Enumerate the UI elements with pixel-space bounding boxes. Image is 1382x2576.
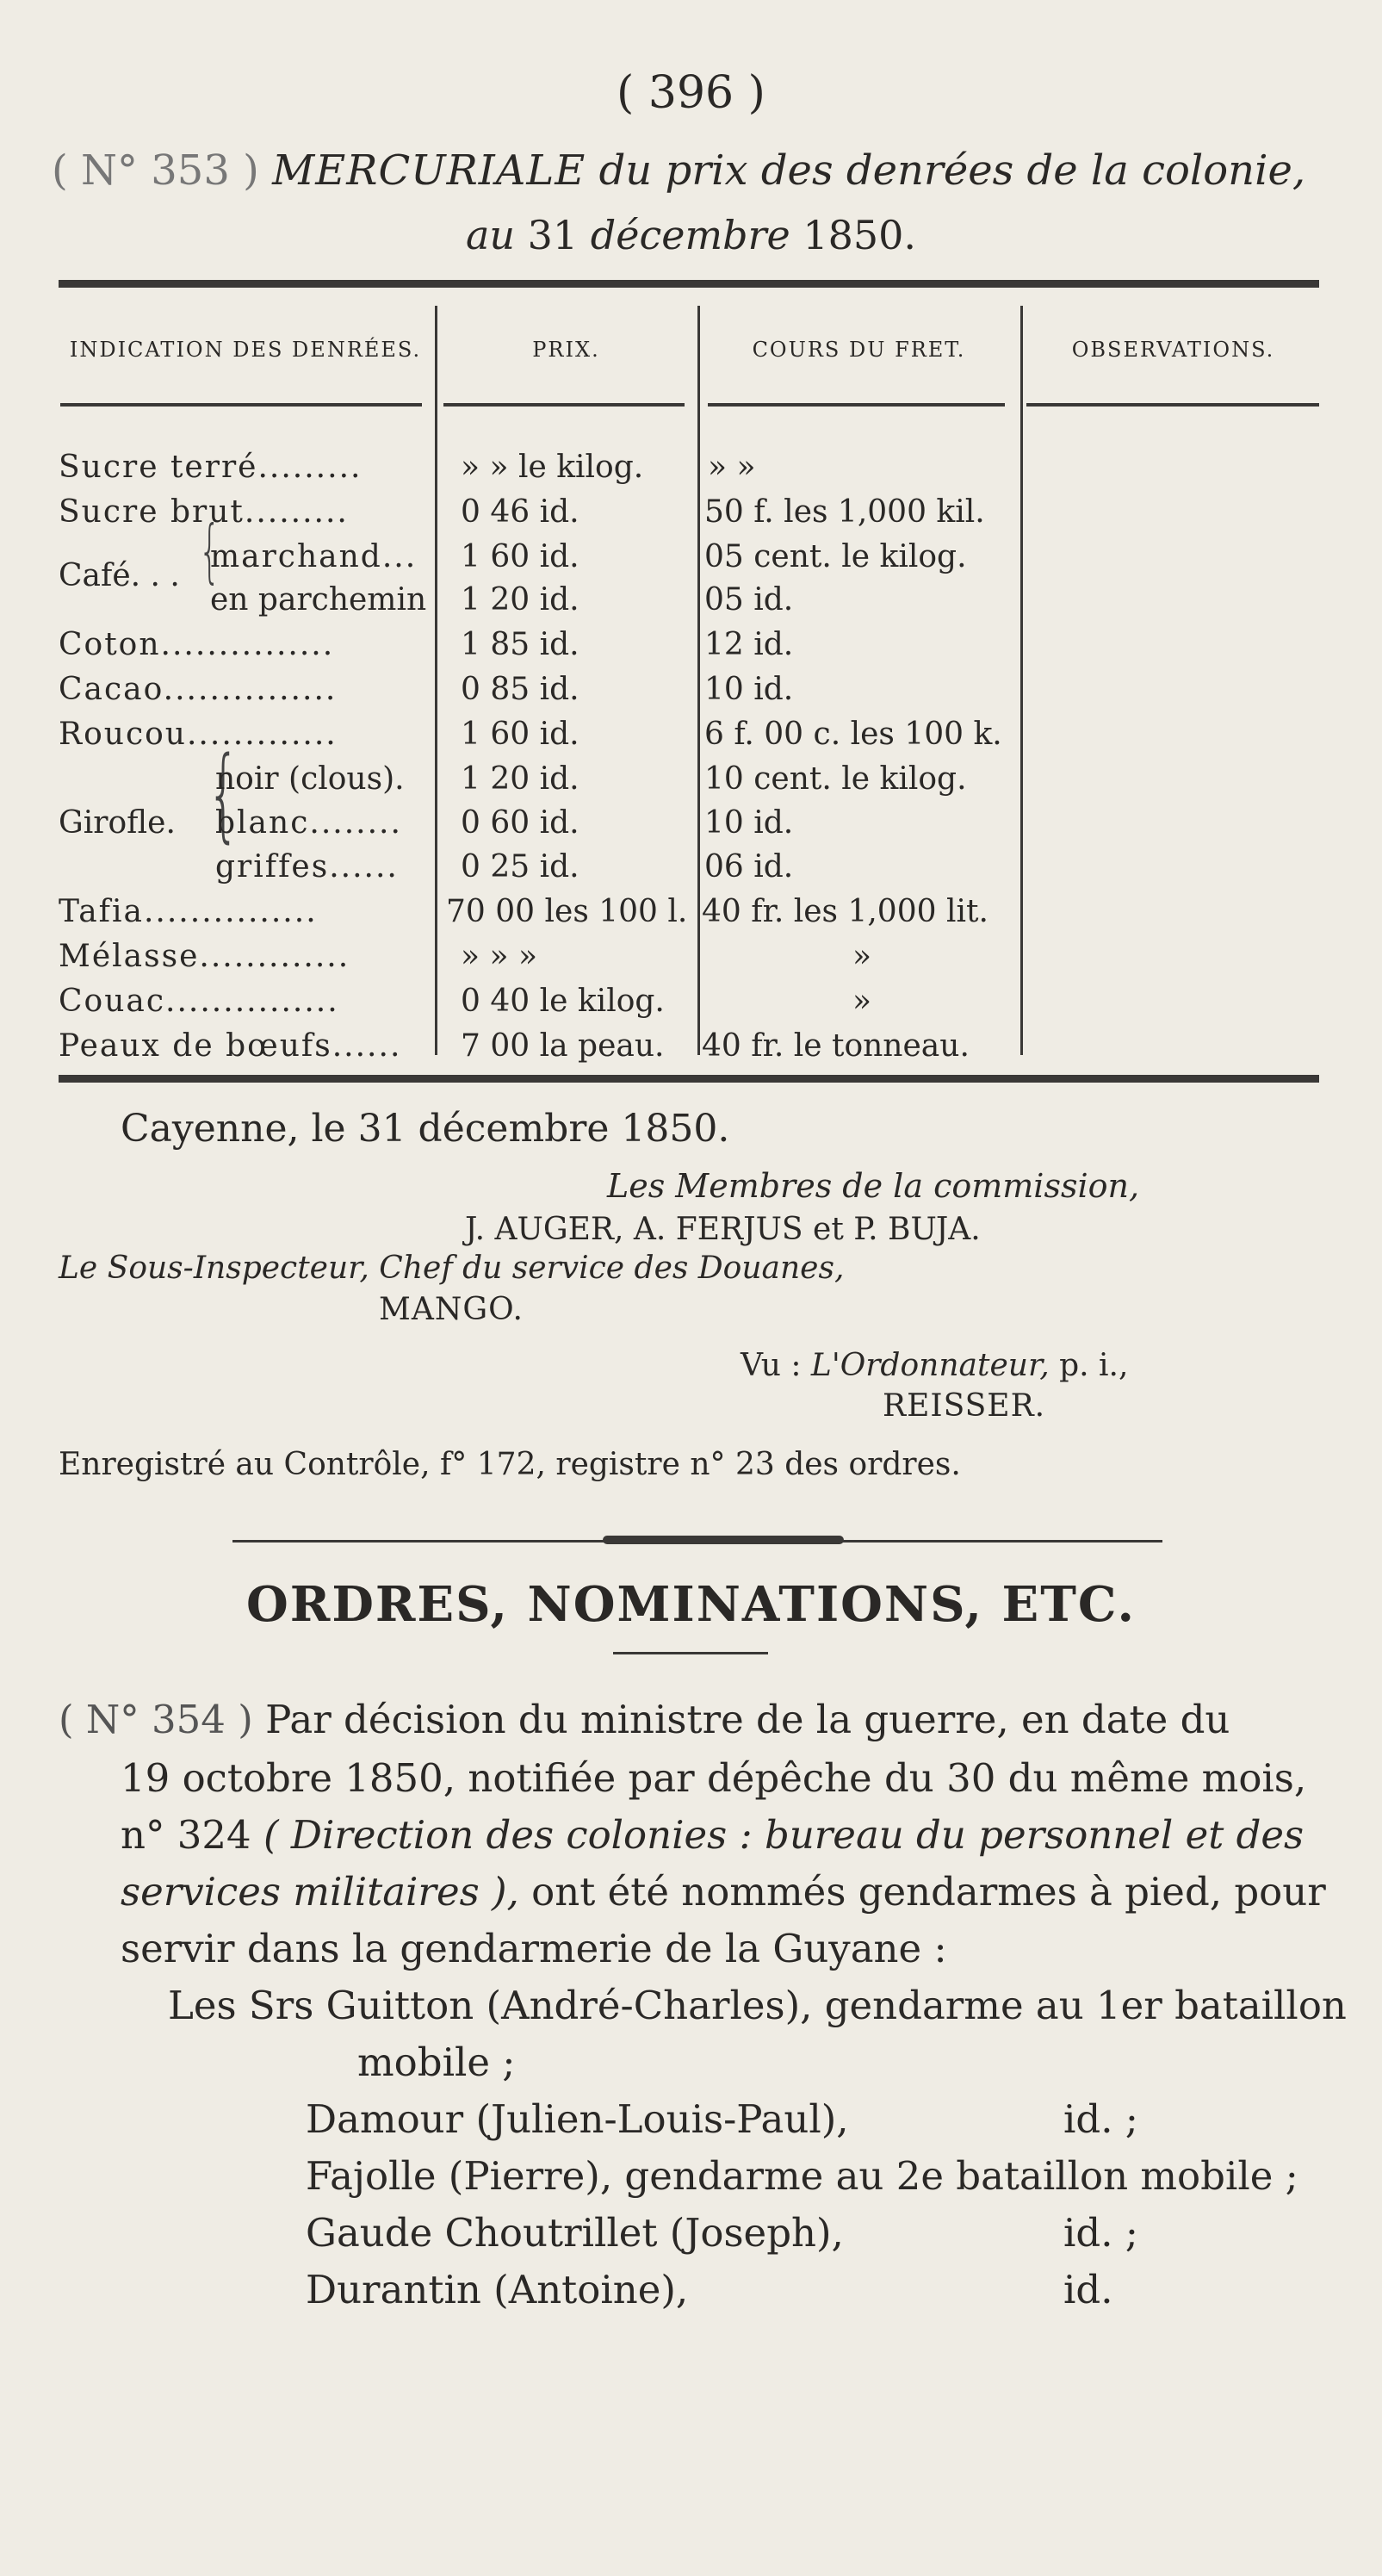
vu-label: L'Ordonnateur,: [810, 1348, 1050, 1383]
members-names: J. AUGER, A. FERJUS et P. BUJA.: [465, 1212, 981, 1247]
appointee-name: Damour (Julien-Louis-Paul),: [306, 2096, 849, 2142]
column-divider: [1020, 306, 1023, 1055]
date-month: décembre: [590, 212, 790, 258]
price-cell: 1 20 id.: [461, 582, 579, 618]
vu-suffix: p. i.,: [1059, 1348, 1129, 1383]
para-line: Les Srs Guitton (André-Charles), gendarme au 1er bataillon: [168, 1983, 1347, 2028]
para-line: [121, 1812, 1304, 1858]
freight-cell: 05 id.: [704, 582, 794, 618]
commodity-name: Mélasse.............: [59, 939, 350, 974]
group-label-cafe: Café. . .: [59, 558, 180, 593]
header-underline: [708, 403, 1005, 407]
freight-cell: 6 f. 00 c. les 100 k.: [704, 717, 1002, 752]
para-line: [59, 1697, 1230, 1742]
members-label: [607, 1167, 1139, 1205]
price-cell: 1 60 id.: [461, 539, 579, 574]
price-cell: » » »: [461, 939, 537, 974]
para-line: 19 octobre 1850, notifiée par dépêche du 30 du même mois,: [121, 1755, 1307, 1801]
place-date: Cayenne, le 31 décembre 1850.: [121, 1107, 730, 1151]
price-cell: 7 00 la peau.: [461, 1028, 665, 1064]
header-underline: [1026, 403, 1319, 407]
title-subtitle: du prix des denrées de la colonie,: [598, 146, 1306, 195]
commodity-name: Sucre terré.........: [59, 450, 363, 485]
title-date: [0, 212, 1382, 258]
commodity-name: Couac...............: [59, 984, 339, 1019]
para-line: [121, 1869, 1326, 1915]
para-text: ont été nommés gendarmes à pied, pour: [531, 1869, 1326, 1915]
para-line: mobile ;: [357, 2039, 516, 2085]
column-header-prix: PRIX.: [532, 338, 600, 362]
vu-name: REISSER.: [883, 1388, 1046, 1424]
column-divider: [435, 306, 437, 1055]
commodity-name: Cacao...............: [59, 672, 338, 707]
inspector-label-text: Le Sous-Inspecteur, Chef du service des Douanes,: [59, 1251, 845, 1286]
date-day: 31: [527, 212, 579, 258]
column-header-observations: OBSERVATIONS.: [1071, 338, 1275, 362]
freight-cell: »: [852, 939, 872, 974]
commodity-name: Coton...............: [59, 627, 335, 662]
price-cell: 1 20 id.: [461, 761, 579, 797]
para-text: Par décision du ministre de la guerre, en date du: [265, 1697, 1230, 1742]
appointee-line: Fajolle (Pierre), gendarme au 2e bataillon mobile ;: [306, 2153, 1298, 2199]
appointee-name: Gaude Choutrillet (Joseph),: [306, 2210, 844, 2256]
commodity-name: Roucou.............: [59, 717, 338, 752]
header-underline: [443, 403, 685, 407]
freight-cell: 10 id.: [704, 672, 794, 707]
freight-cell: 40 fr. le tonneau.: [702, 1028, 970, 1064]
price-cell: 0 46 id.: [461, 494, 579, 530]
commodity-name: en parchemin: [210, 582, 427, 618]
inspector-label: [59, 1251, 844, 1286]
commodity-name: Tafia...............: [59, 894, 318, 929]
group-label-girofle: Girofle.: [59, 805, 176, 841]
order-number: ( N° 354 ): [59, 1697, 253, 1742]
title-underline: [613, 1652, 768, 1654]
brace-icon: {: [198, 511, 221, 591]
header-underline: [60, 403, 422, 407]
title-word: MERCURIALE: [272, 146, 586, 195]
price-cell: 0 25 id.: [461, 849, 579, 885]
commodity-name: marchand...: [210, 539, 418, 574]
commodity-name: blanc........: [215, 805, 402, 841]
column-divider: [697, 306, 700, 1055]
price-cell: 1 60 id.: [461, 717, 579, 752]
column-header-fret: COURS DU FRET.: [752, 338, 966, 362]
para-italic: services militaires ),: [121, 1869, 519, 1915]
freight-cell: 10 id.: [704, 805, 794, 841]
freight-cell: 05 cent. le kilog.: [704, 539, 967, 574]
date-year: 1850.: [803, 212, 917, 258]
price-cell: 0 85 id.: [461, 672, 579, 707]
table-top-rule: [59, 280, 1319, 288]
document-title: [52, 146, 1343, 195]
freight-cell: »: [852, 984, 872, 1019]
brace-icon: {: [207, 734, 240, 853]
members-label-text: Les Membres de la commission,: [607, 1167, 1140, 1205]
para-line: servir dans la gendarmerie de la Guyane :: [121, 1926, 947, 1971]
commodity-name: Sucre brut.........: [59, 494, 349, 530]
freight-cell: » »: [708, 450, 756, 485]
price-cell: 0 60 id.: [461, 805, 579, 841]
appointee-name: Durantin (Antoine),: [306, 2267, 689, 2312]
registration-note: Enregistré au Contrôle, f° 172, registre n° 23 des ordres.: [59, 1447, 961, 1482]
freight-cell: 12 id.: [704, 627, 794, 662]
freight-cell: 40 fr. les 1,000 lit.: [702, 894, 988, 929]
document-number: ( N° 353 ): [52, 146, 259, 195]
appointee-id: id. ;: [1063, 2210, 1138, 2256]
commodity-name: griffes......: [215, 849, 399, 885]
para-text: n° 324: [121, 1812, 251, 1858]
price-cell: 1 85 id.: [461, 627, 579, 662]
price-cell: 0 40 le kilog.: [461, 984, 665, 1019]
vu-prefix: Vu :: [741, 1348, 802, 1383]
column-header-denrees: INDICATION DES DENRÉES.: [69, 338, 422, 362]
freight-cell: 06 id.: [704, 849, 794, 885]
freight-cell: 10 cent. le kilog.: [704, 761, 967, 797]
date-prefix: au: [465, 212, 515, 258]
inspector-name: MANGO.: [379, 1292, 524, 1327]
section-title: ORDRES, NOMINATIONS, ETC.: [246, 1576, 1136, 1633]
freight-cell: 50 f. les 1,000 kil.: [704, 494, 985, 530]
price-cell: 70 00 les 100 l.: [446, 894, 688, 929]
appointee-id: id. ;: [1063, 2096, 1138, 2142]
commodity-name: noir (clous).: [215, 761, 405, 797]
section-divider-ornament: [603, 1536, 844, 1544]
table-bottom-rule: [59, 1075, 1319, 1083]
appointee-id: id.: [1063, 2267, 1113, 2312]
page-number: ( 396 ): [617, 67, 765, 119]
commodity-name: Peaux de bœufs......: [59, 1028, 402, 1064]
price-cell: » » le kilog.: [461, 450, 644, 485]
para-italic: ( Direction des colonies : bureau du personnel et des: [263, 1812, 1305, 1858]
vu-line: [741, 1348, 1128, 1383]
